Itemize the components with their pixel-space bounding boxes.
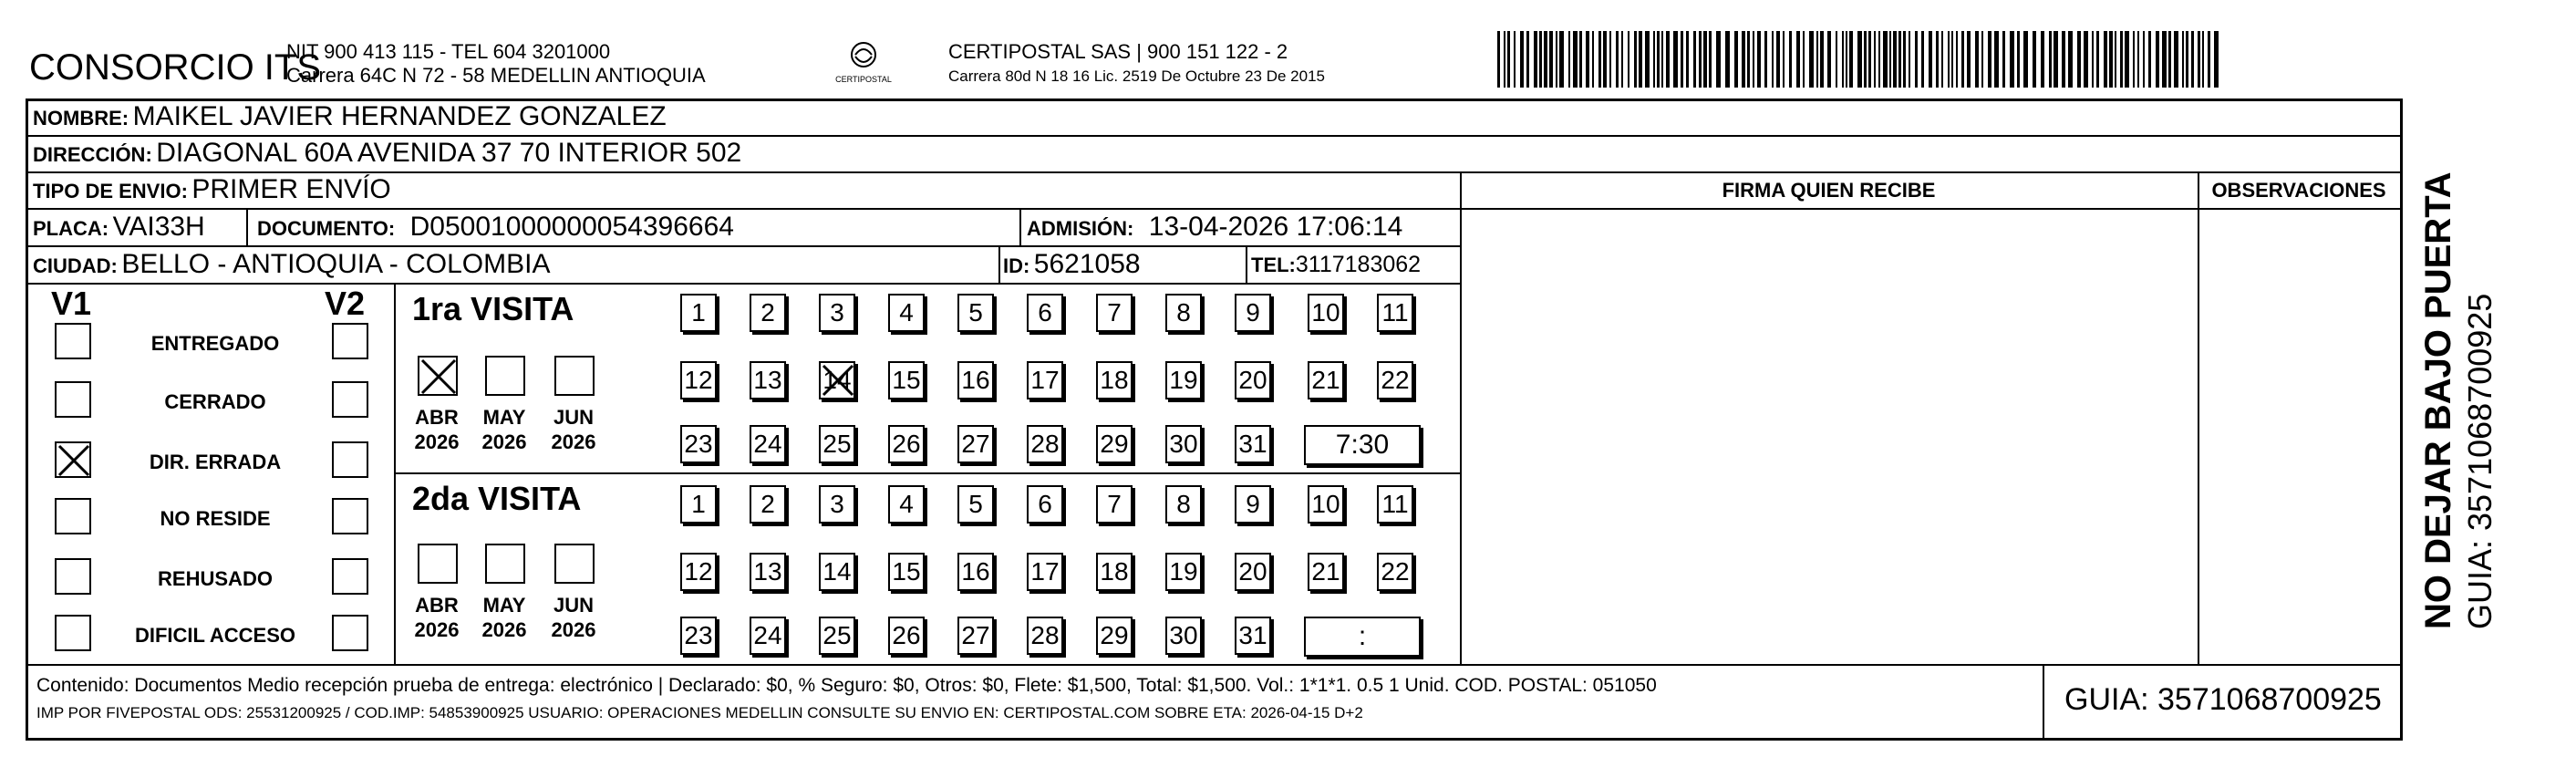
month-column-label <box>542 405 605 454</box>
barcode-bar <box>1598 31 1601 88</box>
barcode-bar <box>1699 31 1702 88</box>
barcode-bar <box>1742 31 1745 88</box>
barcode-bar <box>1803 31 1805 88</box>
day-box[interactable]: 23 <box>680 617 717 655</box>
tipo-value: PRIMER ENVÍO <box>191 174 391 204</box>
barcode-bar <box>1846 31 1847 88</box>
barcode-bar <box>2023 31 2028 88</box>
day-box[interactable]: 6 <box>1027 485 1063 524</box>
day-box[interactable]: 17 <box>1027 361 1063 399</box>
barcode-bar <box>2125 31 2129 88</box>
day-box[interactable]: 16 <box>957 553 994 591</box>
tel-label: TEL: <box>1251 254 1296 276</box>
barcode-bar <box>1936 31 1939 88</box>
month-checkbox[interactable] <box>554 544 595 584</box>
side-guia-text: GUIA: 3571068700925 <box>2461 293 2498 629</box>
barcode-bar <box>2186 31 2188 88</box>
day-box[interactable]: 15 <box>888 553 925 591</box>
day-box[interactable]: 24 <box>750 425 786 463</box>
barcode-bar <box>1842 31 1844 88</box>
barcode-bar <box>2092 31 2094 88</box>
barcode-bar <box>2062 31 2065 88</box>
year-label: 2026 <box>481 430 527 453</box>
month-checkbox[interactable] <box>554 356 595 396</box>
barcode-bar <box>2168 31 2171 88</box>
status-option-label: REHUSADO <box>158 567 273 590</box>
status-option-label: CERRADO <box>164 390 266 413</box>
v1-checkbox[interactable] <box>55 558 91 595</box>
barcode-bar <box>1716 31 1721 88</box>
year-label: 2026 <box>551 618 596 641</box>
barcode-bar <box>1981 31 1983 88</box>
barcode-bar <box>2202 31 2204 88</box>
tel-cell <box>1251 252 1421 278</box>
barcode-bar <box>1592 31 1594 88</box>
firma-header: FIRMA QUIEN RECIBE <box>1722 179 1936 202</box>
day-box[interactable]: 13 <box>750 553 786 591</box>
v2-header: V2 <box>325 285 366 322</box>
barcode-bar <box>1975 31 1979 88</box>
barcode-bar <box>2162 31 2167 88</box>
barcode-bar <box>2096 31 2099 88</box>
day-box[interactable]: 5 <box>957 485 994 524</box>
barcode-bar <box>1686 31 1689 88</box>
barcode-bar <box>2156 31 2159 88</box>
day-box[interactable]: 1 <box>680 485 717 524</box>
day-box[interactable]: 23 <box>680 425 717 463</box>
barcode-bar <box>2084 31 2088 88</box>
day-box[interactable]: 31 <box>1235 425 1271 463</box>
month-column-label <box>472 593 536 642</box>
footer-imp: IMP POR FIVEPOSTAL ODS: 25531200925 / COD.IMP: 54853900925 USUARIO: OPERACIONES MEDELLIN CONSULTE SU ENVIO EN: CERTIPOSTAL.COM SOBRE ETA: 2026-04-15 D+2 <box>36 704 1363 721</box>
barcode-bar <box>1772 31 1774 88</box>
day-box[interactable]: 14 <box>819 361 855 399</box>
barcode-bar <box>2133 31 2135 88</box>
v1-checkbox[interactable] <box>55 381 91 418</box>
nombre-value: MAIKEL JAVIER HERNANDEZ GONZALEZ <box>132 101 667 131</box>
month-column-label <box>472 405 536 454</box>
barcode-bar <box>1603 31 1607 88</box>
day-box[interactable]: 19 <box>1165 361 1202 399</box>
barcode-bar <box>1809 31 1814 88</box>
id-label: ID: <box>1003 254 1030 277</box>
footer-contenido: Contenido: Documentos Medio recepción prueba de entrega: electrónico | Declarado: $0, % Seguro: $0, Otros: $0, Flete: $1,500, Total: $1,500. Vol.: 1*1*1. 0.5 1 Unid. COD. POSTAL: 051050 <box>36 675 1657 696</box>
barcode-bar <box>1616 31 1619 88</box>
id-value: 5621058 <box>1033 249 1141 279</box>
barcode-bar <box>2137 31 2139 88</box>
barcode-bar <box>1868 31 1871 88</box>
day-box[interactable]: 26 <box>888 617 925 655</box>
barcode-bar <box>1878 31 1880 88</box>
barcode-bar <box>1549 31 1553 88</box>
day-box[interactable]: 4 <box>888 294 925 332</box>
barcode-bar <box>2174 31 2178 88</box>
month-checkbox[interactable] <box>418 544 458 584</box>
day-box[interactable]: 7 <box>1096 485 1133 524</box>
direccion-label: DIRECCIÓN: <box>33 143 152 166</box>
barcode-bar <box>1568 31 1570 88</box>
month-column-label <box>542 593 605 642</box>
admision-value: 13-04-2026 17:06:14 <box>1148 212 1403 242</box>
day-box[interactable]: 14 <box>819 553 855 591</box>
day-box[interactable]: 20 <box>1235 361 1271 399</box>
barcode-bar <box>1609 31 1611 88</box>
month-label: MAY <box>482 406 526 429</box>
day-box[interactable]: 24 <box>750 617 786 655</box>
barcode-bar <box>1836 31 1837 88</box>
v2-checkbox[interactable] <box>332 558 368 595</box>
v2-checkbox[interactable] <box>332 441 368 478</box>
month-column-label <box>405 593 469 642</box>
barcode-bar <box>1864 31 1867 88</box>
barcode-bar <box>1693 31 1696 88</box>
v1-checkbox[interactable] <box>55 498 91 534</box>
tipo-row <box>33 174 391 205</box>
day-box[interactable]: 25 <box>819 425 855 463</box>
time-field[interactable]: 7:30 <box>1304 425 1421 465</box>
barcode-bar <box>2104 31 2107 88</box>
day-box[interactable]: 12 <box>680 553 717 591</box>
nombre-row <box>33 101 667 132</box>
day-box[interactable]: 29 <box>1096 617 1133 655</box>
day-box[interactable]: 18 <box>1096 553 1133 591</box>
barcode-bar <box>1556 31 1557 88</box>
barcode-bar <box>1921 31 1924 88</box>
barcode <box>1497 31 2227 88</box>
day-box[interactable]: 18 <box>1096 361 1133 399</box>
first-visit-title: 1ra VISITA <box>412 290 574 327</box>
barcode-bar <box>2002 31 2005 88</box>
barcode-bar <box>1951 31 1953 88</box>
v2-checkbox[interactable] <box>332 381 368 418</box>
placa-label: PLACA: <box>33 217 109 240</box>
barcode-bar <box>1994 31 1999 88</box>
day-box[interactable]: 22 <box>1377 361 1413 399</box>
barcode-bar <box>1909 31 1910 88</box>
company-address: Carrera 64C N 72 - 58 MEDELLIN ANTIOQUIA <box>286 64 706 87</box>
day-box[interactable]: 19 <box>1165 553 1202 591</box>
day-box[interactable]: 20 <box>1235 553 1271 591</box>
barcode-bar <box>1628 31 1629 88</box>
status-option-label: DIFICIL ACCESO <box>134 624 295 647</box>
month-label: JUN <box>553 594 594 617</box>
barcode-bar <box>1988 31 1991 88</box>
barcode-bar <box>2148 31 2151 88</box>
admision-cell <box>1027 212 1402 243</box>
barcode-bar <box>1941 31 1943 88</box>
day-box[interactable]: 15 <box>888 361 925 399</box>
day-box[interactable]: 17 <box>1027 553 1063 591</box>
certipostal-logo <box>832 38 895 93</box>
v2-checkbox[interactable] <box>332 498 368 534</box>
barcode-bar <box>2010 31 2014 88</box>
barcode-bar <box>1621 31 1623 88</box>
x-mark-icon <box>821 363 857 399</box>
year-label: 2026 <box>551 430 596 453</box>
barcode-bar <box>1827 31 1831 88</box>
day-box[interactable]: 16 <box>957 361 994 399</box>
month-label: ABR <box>415 594 459 617</box>
barcode-bar <box>1709 31 1712 88</box>
side-notice <box>2418 119 2499 629</box>
barcode-bar <box>1573 31 1578 88</box>
direccion-row <box>33 138 741 169</box>
barcode-bar <box>1883 31 1888 88</box>
v1-checkbox[interactable] <box>55 323 91 359</box>
barcode-bar <box>2208 31 2210 88</box>
barcode-bar <box>1534 31 1537 88</box>
barcode-bar <box>1849 31 1853 88</box>
day-box[interactable]: 30 <box>1165 425 1202 463</box>
placa-cell <box>33 212 205 243</box>
day-box[interactable]: 9 <box>1235 294 1271 332</box>
day-box[interactable]: 2 <box>750 294 786 332</box>
barcode-icon <box>1497 31 2227 88</box>
barcode-bar <box>1579 31 1582 88</box>
tipo-label: TIPO DE ENVIO: <box>33 180 188 202</box>
day-box[interactable]: 5 <box>957 294 994 332</box>
carrier-address: Carrera 80d N 18 16 Lic. 2519 De Octubre 23 De 2015 <box>948 67 1325 85</box>
day-box[interactable]: 4 <box>888 485 925 524</box>
v1-checkbox[interactable] <box>55 441 91 478</box>
day-box[interactable]: 12 <box>680 361 717 399</box>
barcode-bar <box>1816 31 1818 88</box>
day-box[interactable]: 28 <box>1027 617 1063 655</box>
time-field[interactable]: : <box>1304 617 1421 657</box>
documento-cell <box>257 212 734 243</box>
barcode-bar <box>1514 31 1516 88</box>
carrier-name: CERTIPOSTAL SAS | 900 151 122 - 2 <box>948 40 1288 63</box>
barcode-bar <box>1681 31 1683 88</box>
barcode-bar <box>1645 31 1650 88</box>
firma-area[interactable] <box>1462 209 2196 663</box>
day-box[interactable]: 7 <box>1096 294 1133 332</box>
admision-label: ADMISIÓN: <box>1027 217 1134 240</box>
month-label: ABR <box>415 406 459 429</box>
month-label: JUN <box>553 406 594 429</box>
day-box[interactable]: 31 <box>1235 617 1271 655</box>
barcode-bar <box>2198 31 2200 88</box>
v1-checkbox[interactable] <box>55 615 91 651</box>
barcode-bar <box>2041 31 2044 88</box>
observaciones-area[interactable] <box>2199 209 2398 663</box>
year-label: 2026 <box>481 618 527 641</box>
barcode-bar <box>1776 31 1780 88</box>
barcode-bar <box>1666 31 1670 88</box>
barcode-bar <box>1673 31 1678 88</box>
tel-value: 3117183062 <box>1295 252 1422 277</box>
day-box[interactable]: 21 <box>1308 361 1344 399</box>
barcode-bar <box>1725 31 1730 88</box>
ciudad-value: BELLO - ANTIOQUIA - COLOMBIA <box>121 249 551 279</box>
barcode-bar <box>2049 31 2052 88</box>
barcode-bar <box>1703 31 1707 88</box>
day-box[interactable]: 6 <box>1027 294 1063 332</box>
day-box[interactable]: 3 <box>819 294 855 332</box>
barcode-bar <box>1874 31 1876 88</box>
day-box[interactable]: 11 <box>1377 294 1413 332</box>
barcode-bar <box>1783 31 1785 88</box>
month-label: MAY <box>482 594 526 617</box>
placa-value: VAI33H <box>112 212 205 242</box>
observaciones-header: OBSERVACIONES <box>2211 179 2386 202</box>
barcode-bar <box>1504 31 1505 88</box>
v2-checkbox[interactable] <box>332 615 368 651</box>
year-label: 2026 <box>414 430 460 453</box>
ciudad-label: CIUDAD: <box>33 254 118 277</box>
month-checkbox[interactable] <box>485 356 525 396</box>
barcode-bar <box>1539 31 1542 88</box>
direccion-value: DIAGONAL 60A AVENIDA 37 70 INTERIOR 502 <box>156 138 742 168</box>
x-mark-icon <box>419 358 460 398</box>
documento-value: D05001000000054396664 <box>409 212 734 242</box>
ciudad-cell <box>33 249 550 280</box>
barcode-bar <box>2109 31 2113 88</box>
svg-text:CERTIPOSTAL: CERTIPOSTAL <box>835 75 892 84</box>
barcode-bar <box>1747 31 1750 88</box>
day-box[interactable]: 26 <box>888 425 925 463</box>
barcode-bar <box>1915 31 1918 88</box>
month-column-label <box>405 405 469 454</box>
barcode-bar <box>2214 31 2219 88</box>
barcode-bar <box>2068 31 2073 88</box>
barcode-bar <box>1661 31 1663 88</box>
barcode-bar <box>1634 31 1637 88</box>
barcode-bar <box>1764 31 1767 88</box>
barcode-bar <box>1956 31 1958 88</box>
barcode-bar <box>2054 31 2058 88</box>
barcode-bar <box>2143 31 2145 88</box>
barcode-bar <box>1653 31 1655 88</box>
month-checkbox[interactable] <box>485 544 525 584</box>
day-box[interactable]: 8 <box>1165 485 1202 524</box>
barcode-bar <box>1796 31 1800 88</box>
barcode-bar <box>1961 31 1964 88</box>
day-box[interactable]: 9 <box>1235 485 1271 524</box>
barcode-bar <box>1507 31 1510 88</box>
day-box[interactable]: 10 <box>1308 294 1344 332</box>
barcode-bar <box>2077 31 2081 88</box>
id-cell <box>1003 249 1141 280</box>
barcode-bar <box>1753 31 1754 88</box>
barcode-bar <box>1520 31 1524 88</box>
barcode-bar <box>1559 31 1564 88</box>
day-box[interactable]: 1 <box>680 294 717 332</box>
barcode-bar <box>1820 31 1824 88</box>
nombre-label: NOMBRE: <box>33 107 129 130</box>
day-box[interactable]: 27 <box>957 617 994 655</box>
barcode-bar <box>2191 31 2194 88</box>
barcode-bar <box>1586 31 1589 88</box>
barcode-bar <box>1757 31 1761 88</box>
day-box[interactable]: 2 <box>750 485 786 524</box>
barcode-bar <box>1857 31 1862 88</box>
barcode-bar <box>1639 31 1642 88</box>
month-checkbox[interactable] <box>418 356 458 396</box>
barcode-bar <box>1526 31 1529 88</box>
day-box[interactable]: 27 <box>957 425 994 463</box>
barcode-bar <box>1789 31 1792 88</box>
barcode-bar <box>1497 31 1500 88</box>
status-option-label: ENTREGADO <box>150 332 280 355</box>
documento-label: DOCUMENTO: <box>257 217 396 240</box>
barcode-bar <box>1898 31 1901 88</box>
day-box[interactable]: 25 <box>819 617 855 655</box>
barcode-bar <box>1734 31 1738 88</box>
barcode-bar <box>1967 31 1971 88</box>
barcode-bar <box>1889 31 1891 88</box>
v1-header: V1 <box>51 285 92 322</box>
day-box[interactable]: 10 <box>1308 485 1344 524</box>
status-option-label: DIR. ERRADA <box>149 451 282 473</box>
barcode-bar <box>2182 31 2184 88</box>
company-nit: NIT 900 413 115 - TEL 604 3201000 <box>286 40 611 63</box>
status-option-label: NO RESIDE <box>160 507 271 530</box>
barcode-bar <box>2115 31 2116 88</box>
second-visit-title: 2da VISITA <box>412 480 582 517</box>
barcode-bar <box>2120 31 2123 88</box>
day-box[interactable]: 28 <box>1027 425 1063 463</box>
barcode-bar <box>1657 31 1660 88</box>
day-box[interactable]: 13 <box>750 361 786 399</box>
company-name: CONSORCIO ITS <box>29 47 322 88</box>
logo-icon <box>832 38 895 93</box>
day-box[interactable]: 8 <box>1165 294 1202 332</box>
day-box[interactable]: 21 <box>1308 553 1344 591</box>
day-box[interactable]: 11 <box>1377 485 1413 524</box>
barcode-bar <box>1903 31 1906 88</box>
footer-guia: GUIA: 3571068700925 <box>2064 682 2382 717</box>
barcode-bar <box>1929 31 1932 88</box>
barcode-bar <box>2033 31 2036 88</box>
no-dejar-text: NO DEJAR BAJO PUERTA <box>2418 171 2458 629</box>
day-box[interactable]: 29 <box>1096 425 1133 463</box>
barcode-bar <box>1893 31 1897 88</box>
day-box[interactable]: 22 <box>1377 553 1413 591</box>
barcode-bar <box>1948 31 1950 88</box>
x-mark-icon <box>57 443 93 480</box>
barcode-bar <box>1544 31 1547 88</box>
v2-checkbox[interactable] <box>332 323 368 359</box>
year-label: 2026 <box>414 618 460 641</box>
barcode-bar <box>2017 31 2020 88</box>
day-box[interactable]: 3 <box>819 485 855 524</box>
day-box[interactable]: 30 <box>1165 617 1202 655</box>
